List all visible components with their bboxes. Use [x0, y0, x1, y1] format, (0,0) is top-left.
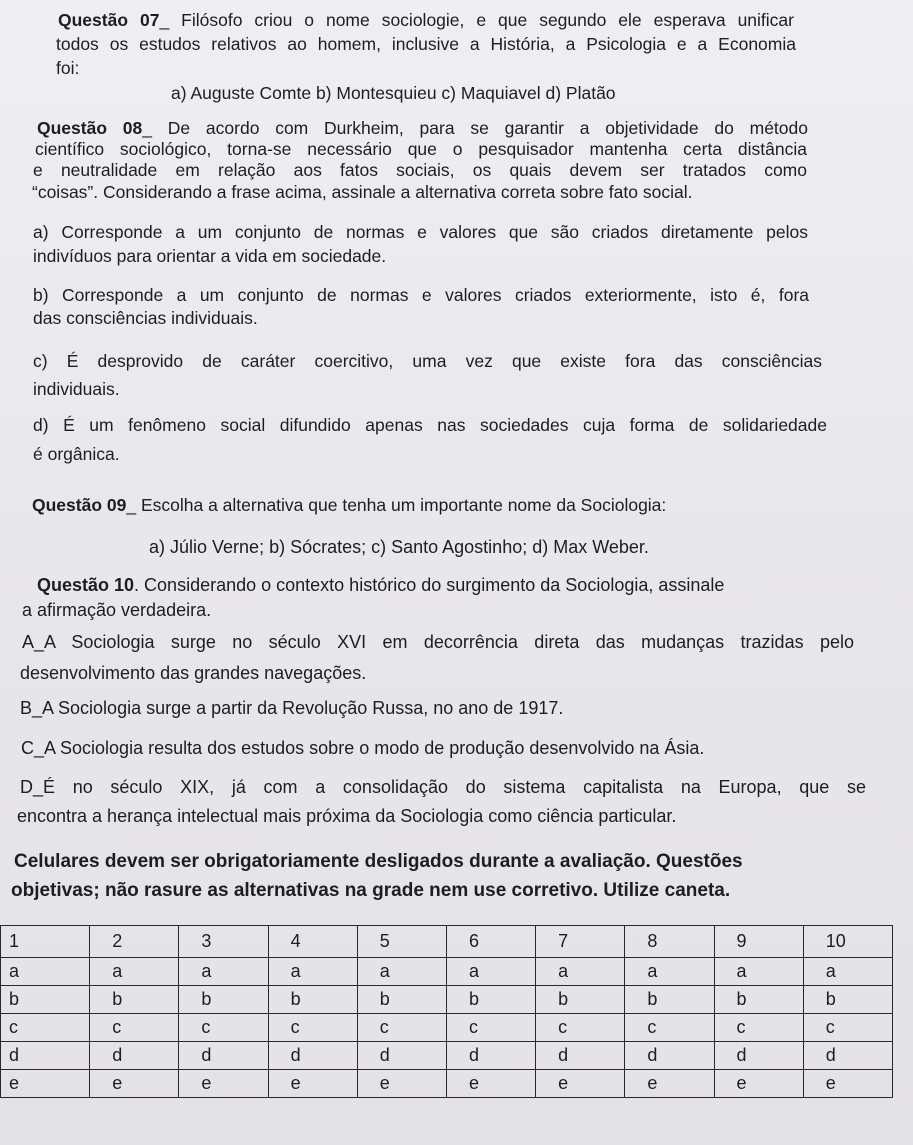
- answer-cell-q10-d[interactable]: d: [803, 1042, 892, 1070]
- answer-grid: [0, 925, 893, 1098]
- grid-header-row: [1, 926, 893, 958]
- answer-cell-q8-b[interactable]: b: [625, 986, 714, 1014]
- answer-cell-q8-a[interactable]: a: [625, 958, 714, 986]
- answer-cell-q4-a[interactable]: a: [268, 958, 357, 986]
- q7-line-1: [58, 10, 794, 30]
- answer-cell-q1-d[interactable]: d: [1, 1042, 90, 1070]
- answer-cell-q3-c[interactable]: c: [179, 1014, 268, 1042]
- answer-cell-q10-e[interactable]: e: [803, 1070, 892, 1098]
- q7-title: Questão 07: [58, 10, 160, 30]
- q7-line-2: todos os estudos relativos ao homem, inclusive a História, a Psicologia e a Economia: [56, 34, 796, 54]
- answer-cell-q5-c[interactable]: c: [357, 1014, 446, 1042]
- q10-line-1: [37, 575, 724, 595]
- q10-option-d-1: D_É no século XIX, já com a consolidação do sistema capitalista na Europa, que se: [20, 777, 866, 797]
- answer-cell-q10-c[interactable]: c: [803, 1014, 892, 1042]
- q7-text-1: _ Filósofo criou o nome sociologie, e que segundo ele esperava unificar: [159, 10, 794, 30]
- answer-cell-q3-a[interactable]: a: [179, 958, 268, 986]
- q8-option-d-2: é orgânica.: [33, 444, 120, 464]
- answer-cell-q9-c[interactable]: c: [714, 1014, 803, 1042]
- answer-cell-q1-c[interactable]: c: [1, 1014, 90, 1042]
- grid-row: [1, 958, 893, 986]
- answer-cell-q10-b[interactable]: b: [803, 986, 892, 1014]
- answer-cell-q7-b[interactable]: b: [536, 986, 625, 1014]
- q10-option-d-2: encontra a herança intelectual mais próxima da Sociologia como ciência particular.: [17, 806, 677, 826]
- answer-cell-q1-a[interactable]: a: [1, 958, 90, 986]
- grid-header-5: 5: [357, 926, 446, 958]
- q8-title: Questão 08: [37, 118, 143, 138]
- q9-text-1: _ Escolha a alternativa que tenha um importante nome da Sociologia:: [126, 495, 667, 515]
- q8-option-a-1: a) Corresponde a um conjunto de normas e valores que são criados diretamente pelos: [33, 222, 808, 242]
- grid-header-7: 7: [536, 926, 625, 958]
- answer-cell-q5-d[interactable]: d: [357, 1042, 446, 1070]
- q8-line-1: [37, 118, 808, 138]
- answer-cell-q4-e[interactable]: e: [268, 1070, 357, 1098]
- grid-row: [1, 1014, 893, 1042]
- answer-cell-q2-c[interactable]: c: [90, 1014, 179, 1042]
- q8-line-3: e neutralidade em relação aos fatos sociais, os quais devem ser tratados como: [33, 160, 807, 180]
- answer-cell-q6-e[interactable]: e: [446, 1070, 535, 1098]
- answer-cell-q9-b[interactable]: b: [714, 986, 803, 1014]
- q10-option-c: C_A Sociologia resulta dos estudos sobre o modo de produção desenvolvido na Ásia.: [21, 738, 705, 758]
- answer-cell-q7-d[interactable]: d: [536, 1042, 625, 1070]
- q8-text-1: _ De acordo com Durkheim, para se garantir a objetividade do método: [142, 118, 808, 138]
- answer-cell-q9-e[interactable]: e: [714, 1070, 803, 1098]
- grid-header-1: 1: [1, 926, 90, 958]
- answer-cell-q5-e[interactable]: e: [357, 1070, 446, 1098]
- answer-cell-q2-e[interactable]: e: [90, 1070, 179, 1098]
- grid-header-10: 10: [803, 926, 892, 958]
- q8-option-b-2: das consciências individuais.: [33, 308, 258, 328]
- grid-header-9: 9: [714, 926, 803, 958]
- q8-line-4: “coisas”. Considerando a frase acima, assinale a alternativa correta sobre fato social.: [32, 182, 693, 202]
- q8-option-c-2: individuais.: [33, 379, 120, 399]
- answer-cell-q4-c[interactable]: c: [268, 1014, 357, 1042]
- answer-cell-q6-c[interactable]: c: [446, 1014, 535, 1042]
- grid-row: [1, 986, 893, 1014]
- q8-option-b-1: b) Corresponde a um conjunto de normas e valores criados exteriormente, isto é, fora: [33, 285, 809, 305]
- warning-line-1: Celulares devem ser obrigatoriamente desligados durante a avaliação. Questões: [14, 851, 743, 872]
- q10-option-b: B_A Sociologia surge a partir da Revolução Russa, no ano de 1917.: [20, 698, 564, 718]
- grid-header-3: 3: [179, 926, 268, 958]
- q10-text-1: . Considerando o contexto histórico do surgimento da Sociologia, assinale: [134, 575, 725, 595]
- q8-line-2: científico sociológico, torna-se necessário que o pesquisador mantenha certa distância: [35, 139, 807, 159]
- answer-cell-q10-a[interactable]: a: [803, 958, 892, 986]
- grid-header-6: 6: [446, 926, 535, 958]
- grid-header-8: 8: [625, 926, 714, 958]
- answer-cell-q6-d[interactable]: d: [446, 1042, 535, 1070]
- q8-option-c-1: c) É desprovido de caráter coercitivo, uma vez que existe fora das consciências: [33, 351, 822, 371]
- grid-row: [1, 1070, 893, 1098]
- q7-line-3: foi:: [56, 58, 80, 78]
- answer-cell-q3-d[interactable]: d: [179, 1042, 268, 1070]
- q10-option-a-2: desenvolvimento das grandes navegações.: [20, 663, 367, 683]
- q9-line-1: [32, 495, 666, 515]
- answer-cell-q2-a[interactable]: a: [90, 958, 179, 986]
- answer-cell-q5-a[interactable]: a: [357, 958, 446, 986]
- answer-cell-q8-d[interactable]: d: [625, 1042, 714, 1070]
- grid-header-2: 2: [90, 926, 179, 958]
- answer-cell-q4-b[interactable]: b: [268, 986, 357, 1014]
- answer-cell-q9-a[interactable]: a: [714, 958, 803, 986]
- q9-options: a) Júlio Verne; b) Sócrates; c) Santo Agostinho; d) Max Weber.: [149, 537, 649, 557]
- q7-options: a) Auguste Comte b) Montesquieu c) Maquiavel d) Platão: [171, 83, 616, 103]
- answer-cell-q5-b[interactable]: b: [357, 986, 446, 1014]
- answer-cell-q1-e[interactable]: e: [1, 1070, 90, 1098]
- answer-cell-q7-c[interactable]: c: [536, 1014, 625, 1042]
- answer-cell-q4-d[interactable]: d: [268, 1042, 357, 1070]
- answer-cell-q8-c[interactable]: c: [625, 1014, 714, 1042]
- q10-line-2: a afirmação verdadeira.: [22, 600, 212, 620]
- answer-cell-q6-b[interactable]: b: [446, 986, 535, 1014]
- grid-header-4: 4: [268, 926, 357, 958]
- answer-cell-q2-b[interactable]: b: [90, 986, 179, 1014]
- answer-cell-q3-e[interactable]: e: [179, 1070, 268, 1098]
- answer-cell-q8-e[interactable]: e: [625, 1070, 714, 1098]
- warning-line-2: objetivas; não rasure as alternativas na grade nem use corretivo. Utilize caneta.: [11, 880, 731, 901]
- q10-title: Questão 10: [37, 575, 135, 595]
- q9-title: Questão 09: [32, 495, 127, 515]
- answer-cell-q3-b[interactable]: b: [179, 986, 268, 1014]
- answer-cell-q1-b[interactable]: b: [1, 986, 90, 1014]
- q8-option-d-1: d) É um fenômeno social difundido apenas nas sociedades cuja forma de solidariedade: [33, 415, 827, 435]
- answer-cell-q9-d[interactable]: d: [714, 1042, 803, 1070]
- answer-cell-q2-d[interactable]: d: [90, 1042, 179, 1070]
- grid-row: [1, 1042, 893, 1070]
- answer-cell-q7-a[interactable]: a: [536, 958, 625, 986]
- answer-cell-q6-a[interactable]: a: [446, 958, 535, 986]
- q10-option-a-1: A_A Sociologia surge no século XVI em decorrência direta das mudanças trazidas pelo: [22, 632, 854, 652]
- answer-cell-q7-e[interactable]: e: [536, 1070, 625, 1098]
- q8-option-a-2: indivíduos para orientar a vida em sociedade.: [33, 246, 387, 266]
